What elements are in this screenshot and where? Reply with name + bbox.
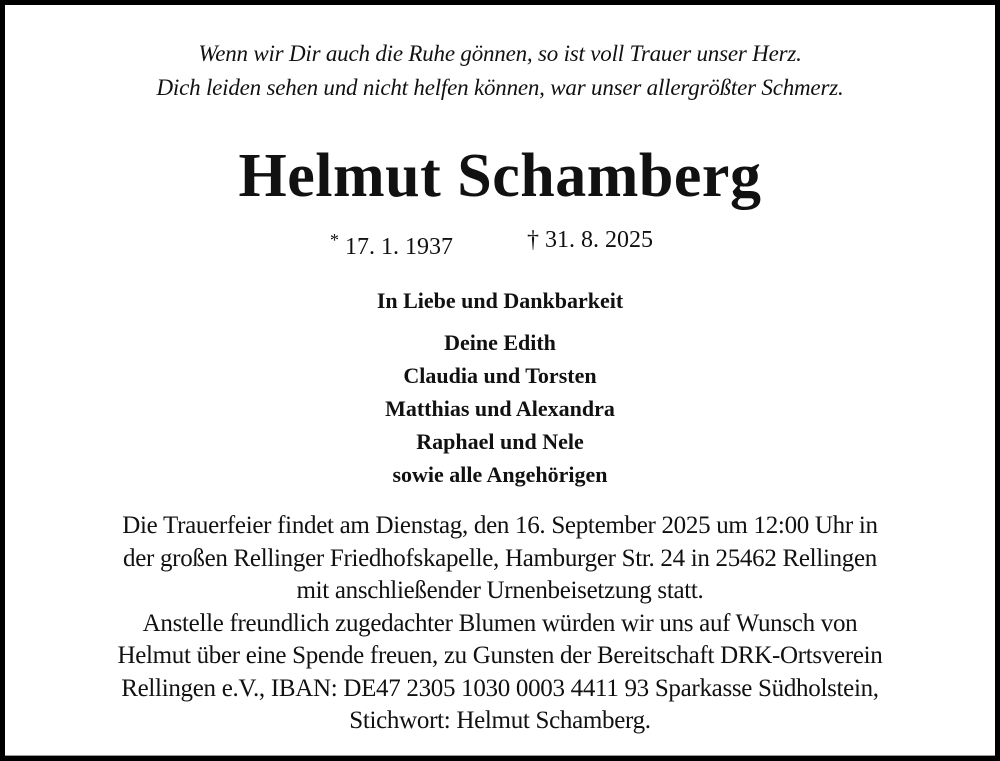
details-line: Die Trauerfeier findet am Dienstag, den 16. September 2025 um 12:00 Uhr in <box>122 512 878 539</box>
mourner-name: Deine Edith <box>444 330 556 355</box>
details-line: Helmut über eine Spende freuen, zu Gunsten der Bereitschaft DRK-Ortsverein <box>117 642 883 669</box>
funeral-details <box>5 510 995 738</box>
death-date: 31. 8. 2025 <box>545 227 653 253</box>
mourner-name: sowie alle Angehörigen <box>392 462 608 487</box>
mourner-name: Matthias und Alexandra <box>385 396 615 421</box>
details-line: Anstelle freundlich zugedachter Blumen würden wir uns auf Wunsch von <box>142 609 858 637</box>
deceased-name: Helmut Schamberg <box>238 142 762 210</box>
memorial-verse <box>5 37 995 105</box>
mourners-intro: In Liebe und Dankbarkeit <box>376 288 624 313</box>
birth-date-group <box>330 225 453 262</box>
mourner-name: Raphael und Nele <box>416 429 584 454</box>
details-line: Rellingen e.V., IBAN: DE47 2305 1030 0003 4411 93 Sparkasse Südholstein, <box>121 674 879 702</box>
death-cross-icon: † <box>527 227 539 253</box>
mourners-list <box>5 326 995 491</box>
mourner-name: Claudia und Torsten <box>403 363 597 388</box>
details-line: Stichwort: Helmut Schamberg. <box>349 707 651 734</box>
verse-line: Wenn wir Dir auch die Ruhe gönnen, so ist voll Trauer unser Herz. <box>198 41 802 66</box>
birth-date: 17. 1. 1937 <box>345 234 453 260</box>
verse-line: Dich leiden sehen und nicht helfen können, war unser allergrößter Schmerz. <box>156 75 844 100</box>
birth-star-icon: * <box>330 230 339 250</box>
death-date-group <box>527 225 653 255</box>
obituary-notice <box>5 5 995 756</box>
details-line: der großen Rellinger Friedhofskapelle, Hamburger Str. 24 in 25462 Rellingen <box>123 544 877 572</box>
details-line: mit anschließender Urnenbeisetzung statt. <box>296 577 704 604</box>
